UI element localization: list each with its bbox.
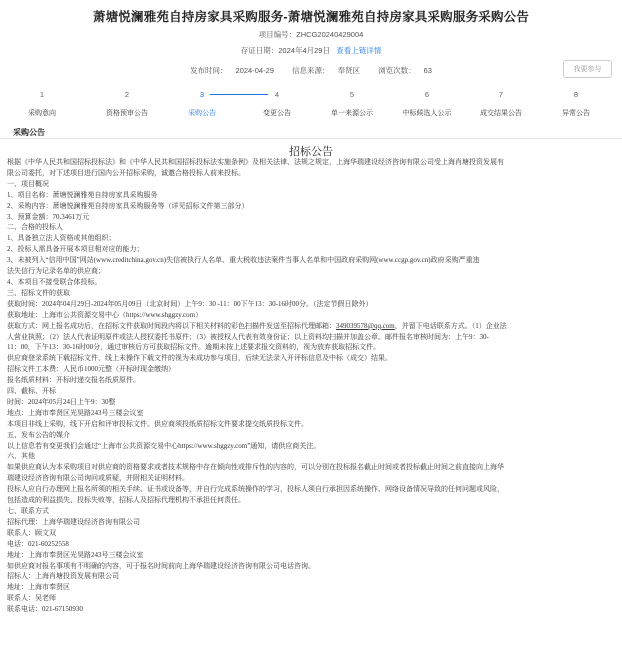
view-chain-details-link[interactable]: 查看上链详情	[336, 46, 382, 55]
step-number: 6	[424, 90, 430, 99]
info-source	[288, 66, 364, 75]
body-line: 四、截标、开标	[7, 387, 56, 396]
body-line: 五、发布公告的媒介	[7, 430, 70, 439]
body-line: 4、本项目不接受联合体投标。	[7, 277, 102, 286]
body-line: 1、项目名称：萧塘悦澜雅苑自持房家具采购服务	[7, 190, 158, 199]
step-7[interactable]	[461, 89, 541, 118]
body-line: 联系电话：021-67150930	[7, 605, 83, 614]
body-line: 限公司委托，对下述项目进行国内公开招标采购，诚邀合格投标人前来投标。	[7, 168, 245, 177]
participate-button[interactable]: 我要参与	[563, 60, 612, 78]
archive-date-value: 2024年4月29日	[278, 46, 330, 55]
body-line: 如供应商对报名事项有不明确的内容，可于报名时间前向上海华瑞建设经济咨询有限公司电话咨询。	[7, 561, 315, 570]
step-number: 8	[573, 90, 579, 99]
body-line: 时间：2024年05月24日上午9：30整	[7, 397, 116, 406]
body-line: 2、采购内容：萧塘悦澜雅苑自持房家具采购服务等（详见招标文件第三部分）	[7, 201, 249, 210]
publish-time-value: 2024-04-29	[235, 66, 274, 75]
body-line: 投标人应自行办理网上报名所须的相关手续、证书或设备等，并自行完成系统操作的学习，投标人须自行承担因系统操作、网络设备情况导致的任何问题或风险，	[7, 485, 504, 494]
publish-time-label: 发布时间：	[190, 66, 228, 75]
step-2[interactable]	[87, 89, 167, 118]
body-line: 3、未被列入“信用中国”网站(www.creditchina.gov.cn)失信被执行人名单、重大税收违法案件当事人名单和中国政府采购网(www.ccgp.gov.cn)政府采购严重违	[7, 256, 480, 265]
body-line: 一、项目概况	[7, 179, 49, 188]
step-4[interactable]	[237, 89, 317, 118]
step-label: 异常公告	[562, 110, 590, 117]
procurement-steps	[0, 89, 622, 119]
body-line: 法失信行为记录名单的供应商；	[7, 267, 105, 276]
step-1[interactable]	[2, 89, 82, 118]
body-line: 瑞建设经济咨询有限公司询问或质疑，并附相关证明材料。	[7, 474, 189, 483]
body-line: 招标代理：上海华瑞建设经济咨询有限公司	[7, 517, 140, 526]
body-line: 六、其他	[7, 452, 35, 461]
step-8[interactable]	[536, 89, 616, 118]
document-heading: 招标公告	[289, 145, 333, 158]
body-line: 获取时间：2024年04月29日-2024年05月09日（北京时间）上午9：30 -11：00下午13：30-16时00分。（法定节假日除外）	[7, 299, 373, 308]
body-line: 包括造成的利益损失、投标失败等，招标人及招标代理机构不承担任何责任。	[7, 496, 245, 505]
step-label: 变更公告	[263, 110, 291, 117]
body-line: 三、招标文件的获取	[7, 288, 70, 297]
project-number-value: ZHCG20240429004	[296, 30, 364, 39]
step-label: 成交结果公告	[480, 110, 522, 117]
step-number: 1	[39, 90, 45, 99]
body-line: 地址：上海市奉贤区光昊路243号三楼会议室	[7, 550, 144, 559]
view-count	[374, 66, 436, 75]
archive-info	[0, 45, 622, 56]
body-line: 二、合格的投标人	[7, 223, 63, 232]
body-line-text: 获取方式：网上报名成功后，在招标文件获取时间段内将以下相关材料的彩色扫描件发送至招标代理邮箱：	[7, 321, 336, 330]
step-label: 资格预审公告	[106, 110, 148, 117]
step-number: 3	[199, 90, 205, 99]
publish-meta	[0, 65, 622, 76]
step-3[interactable]	[162, 89, 242, 118]
step-label: 中标候选人公示	[402, 110, 452, 117]
step-label: 单一来源公示	[331, 110, 373, 117]
section-divider	[0, 138, 622, 139]
body-line: 供应商登录系统下载招标文件，线上未操作下载文件的视为未成功参与项目，后续无法录入开评标信息及中标（成交）结果。	[7, 354, 392, 363]
body-line: 报名纸质材料：开标时递交报名纸质原件。	[7, 376, 140, 385]
body-line: 以上信息若有变更我们会通过“上海市公共资源交易中心https://www.shggzy.com”通知，请供应商关注。	[7, 441, 321, 450]
info-source-value: 奉贤区	[337, 66, 361, 75]
body-line: 地址：上海市奉贤区	[7, 583, 70, 592]
view-count-value: 63	[423, 66, 432, 75]
body-line: 电话：021-60252558	[7, 539, 69, 548]
body-line: 联系人：顾文双	[7, 528, 56, 537]
announcement-body	[7, 157, 615, 615]
project-number-label: 项目编号：	[258, 30, 297, 39]
step-number: 5	[349, 90, 355, 99]
body-line-text: ，并留下电话联系方式。（1）企业法	[394, 321, 507, 330]
body-line: 招标人：上海肖塘投资发展有限公司	[7, 572, 119, 581]
step-5[interactable]	[312, 89, 392, 118]
body-line: 获取地址：上海市公共资源交易中心（https://www.shggzy.com）	[7, 310, 203, 319]
body-line: 人营业执照；（2）法人代表证明原件或法人授权委托书原件；（3）被授权人代表有效身份证；以上资料均扫描并加盖公章。邮件报名审核时间为：上午9：30-	[7, 332, 489, 341]
step-label: 采购公告	[188, 110, 216, 117]
body-line: 根据《中华人民共和国招标投标法》和《中华人民共和国招标投标法实施条例》及相关法律、法规之规定，上海华瑞建设经济咨询有限公司受上海肖塘投资发展有	[7, 158, 504, 166]
project-number	[0, 29, 622, 40]
view-count-label: 浏览次数：	[378, 66, 416, 75]
archive-date-label: 存证日期：	[240, 46, 279, 55]
body-line: 本项目非线上采购，线下开启和评审投标文件。供应商须投纸质招标文件要求提交纸质投标文件。	[7, 419, 308, 428]
section-title: 采购公告	[13, 128, 45, 137]
body-line: 11：00，下午13：30-16时00分，通过审核后方可获取招标文件。逾期未按上述要求报交资料的，视为放弃获取招标文件。	[7, 343, 381, 352]
info-source-label: 信息来源：	[292, 66, 330, 75]
body-line: 七、联系方式	[7, 507, 49, 515]
body-line: 如果供应商认为本采购项目对供应商的资格要求或者技术规格中存在倾向性或排斥性的内容的，可以分别在投标报名截止时间或者投标截止时间之前直接向上海华	[7, 463, 504, 472]
publish-time	[186, 66, 278, 75]
body-line: 1、具备独立法人资格或其他组织；	[7, 234, 116, 243]
page-title: 萧塘悦澜雅苑自持房家具采购服务-萧塘悦澜雅苑自持房家具采购服务采购公告	[92, 10, 530, 24]
agent-email-link[interactable]: 349039578@qq.com	[336, 321, 395, 330]
step-6[interactable]	[387, 89, 467, 118]
body-line: 3、预算金额：70.3461万元	[7, 212, 90, 221]
body-line: 招标文件工本费：人民币1000元整（开标时现金缴纳）	[7, 365, 175, 374]
step-number: 2	[124, 90, 130, 99]
step-number: 7	[498, 90, 504, 99]
body-line-email	[7, 321, 615, 332]
step-label: 采购意向	[28, 110, 56, 117]
step-number: 4	[274, 90, 280, 99]
body-line: 地点：上海市奉贤区光昊路243号三楼会议室	[7, 408, 144, 417]
body-line: 联系人：吴老师	[7, 594, 56, 603]
body-line: 2、投标人需具备开展本项目相对应的能力；	[7, 245, 144, 254]
